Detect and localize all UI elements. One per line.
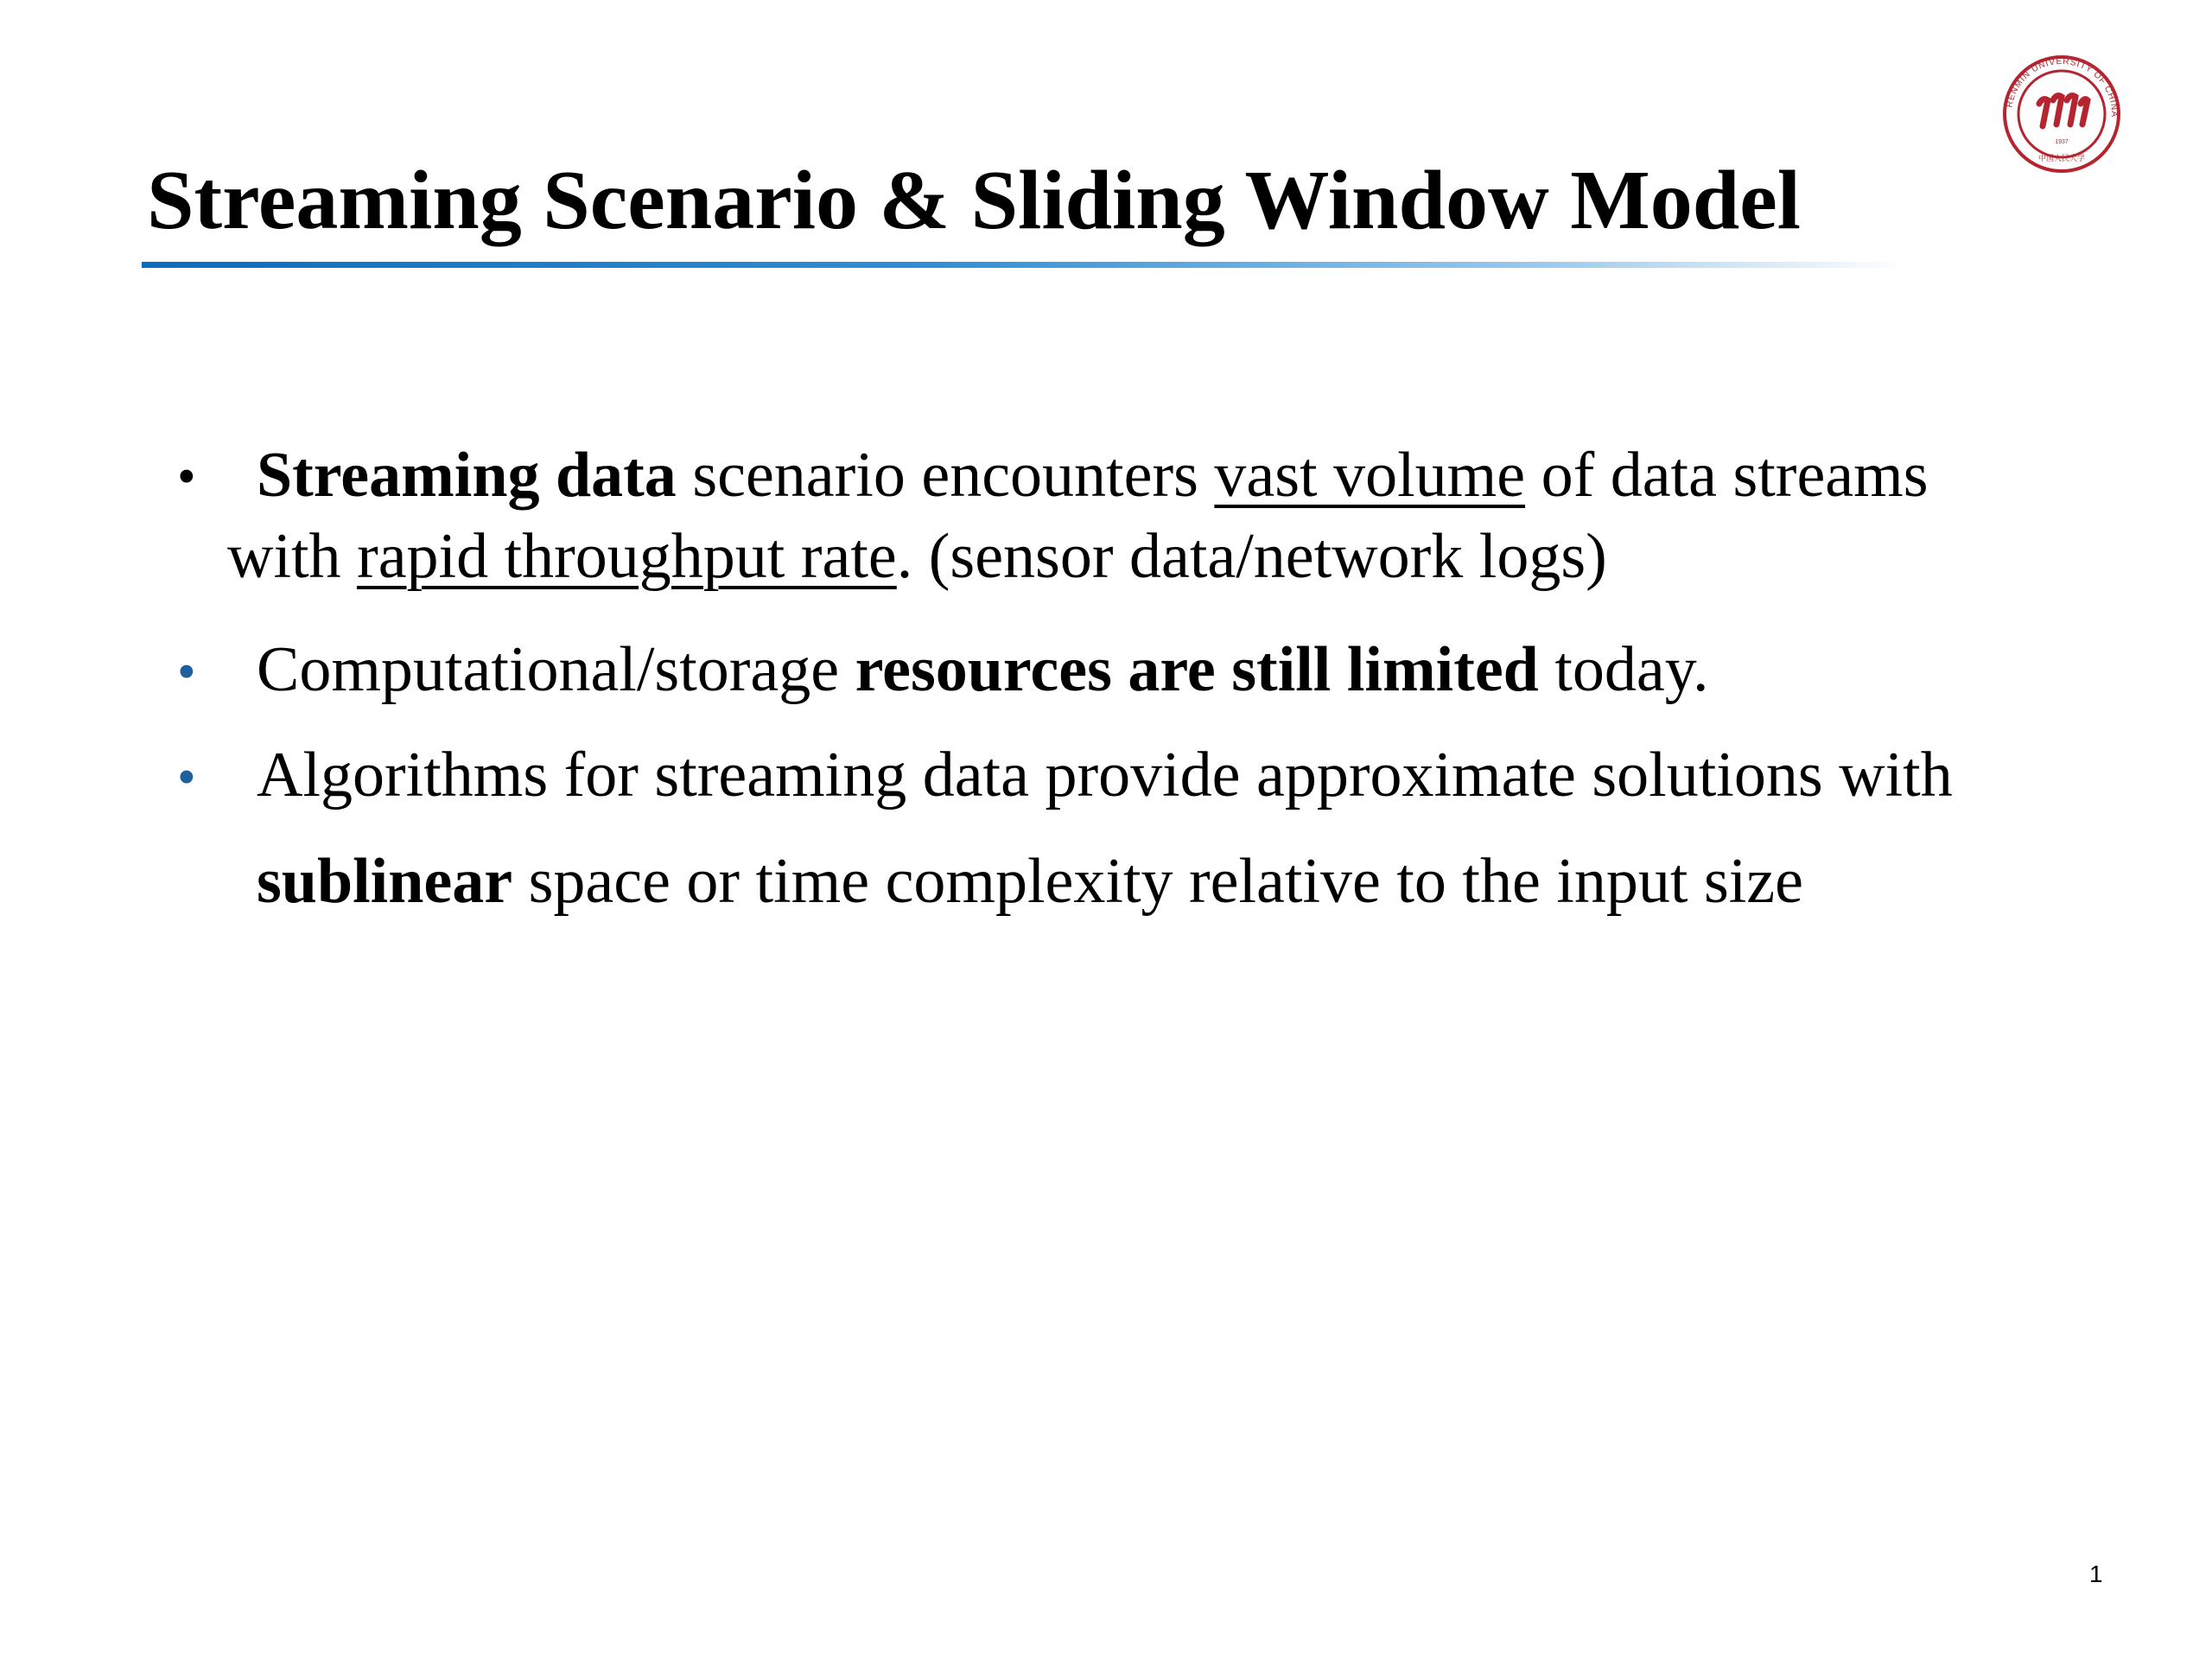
bullet-1-line-1 (257, 434, 1929, 517)
page-number: 1 (2089, 1560, 2103, 1587)
text: . (sensor data/network logs) (896, 521, 1607, 592)
text: Computational/storage (257, 634, 855, 705)
bullet-marker: • (177, 643, 196, 702)
logo-ring-text: RENMIN UNIVERSITY OF CHINA (2005, 56, 2120, 118)
title-underline-rule (142, 262, 1904, 268)
logo-bottom-text: 中国人民大学 (2037, 155, 2086, 163)
bullet-3-line-1 (257, 734, 1953, 817)
bullet-1-line-2 (227, 515, 1607, 598)
slide-title: Streaming Scenario & Sliding Window Model (147, 154, 1801, 247)
bullet-marker: • (177, 748, 196, 807)
text: Algorithms for streaming data provide approximate solutions with (257, 740, 1953, 810)
underlined-text: rapid throughput rate (357, 521, 897, 592)
text: of data streams (1525, 440, 1929, 511)
underlined-text: vast volume (1214, 440, 1526, 511)
university-seal-logo (2001, 54, 2122, 175)
text: scenario encounters (676, 440, 1215, 511)
logo-year: 1937 (2055, 139, 2069, 145)
text: today. (1538, 634, 1709, 705)
bold-text: Streaming data (257, 440, 677, 511)
bullet-3-line-2 (257, 840, 1803, 923)
text: with (227, 521, 358, 592)
bullet-marker: • (177, 448, 196, 506)
emblem-icon (2039, 96, 2088, 126)
bold-text: sublinear (257, 846, 513, 917)
bullet-2-line-1 (257, 628, 1708, 711)
text: space or time complexity relative to the input size (512, 846, 1803, 917)
bold-text: resources are still limited (855, 634, 1539, 705)
